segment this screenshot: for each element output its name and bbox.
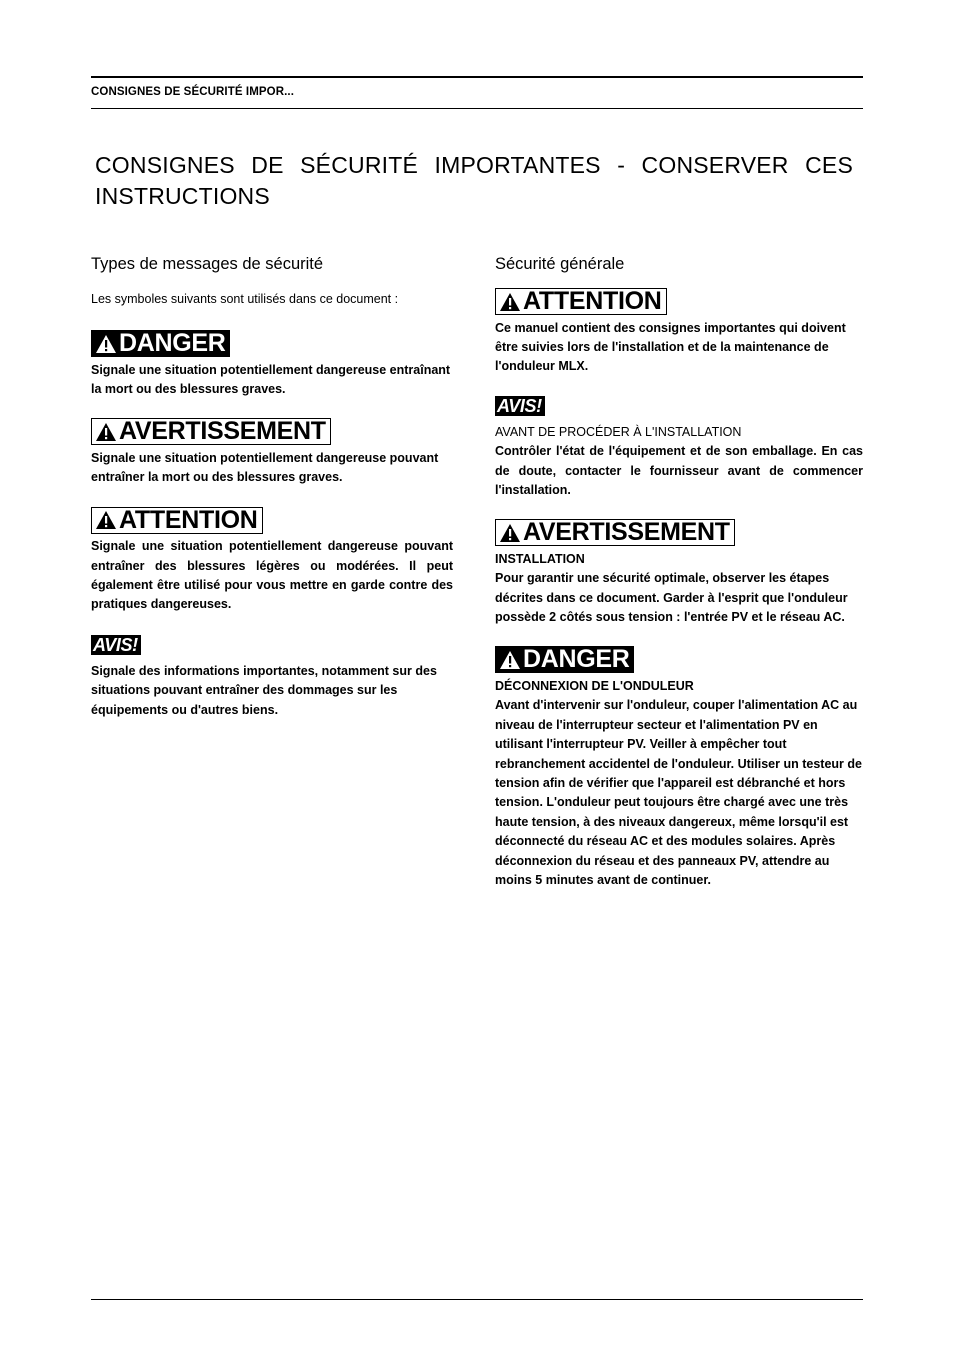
attention-label bbox=[495, 288, 667, 315]
installation-text: Pour garantir une sécurité optimale, observer les étapes décrites dans ce document. Garder à l'esprit que l'onduleur possède 2 côtés sous tension : l'entrée PV et le réseau AC. bbox=[495, 571, 848, 625]
footer-rule bbox=[91, 1299, 863, 1300]
header-rule-top bbox=[91, 76, 863, 78]
avertissement-label-text: AVERTISSEMENT bbox=[119, 417, 326, 446]
general-danger-block bbox=[495, 646, 863, 890]
danger-label bbox=[91, 330, 230, 357]
section-heading-general: Sécurité générale bbox=[495, 255, 625, 273]
warning-triangle-icon bbox=[499, 523, 521, 543]
attention-description: Signale une situation potentiellement dangereuse pouvant entraîner des blessures légères ou modérées. Il peut également être utilisé pour vous mettre en garde contre des pratiques dangereuses. bbox=[91, 539, 453, 612]
attention-label bbox=[91, 507, 263, 534]
attention-label-text: ATTENTION bbox=[523, 287, 662, 315]
attention-label-text: ATTENTION bbox=[119, 505, 258, 534]
intro-text: Les symboles suivants sont utilisés dans ce document : bbox=[91, 292, 399, 306]
warning-triangle-icon bbox=[499, 292, 521, 312]
avertissement-description: Signale une situation potentiellement dangereuse pouvant entraîner la mort ou des blessures graves. bbox=[91, 450, 439, 485]
installation-heading: INSTALLATION bbox=[495, 551, 585, 566]
before-installation-text: Contrôler l'état de l'équipement et de son emballage. En cas de doute, contacter le fournisseur avant de commencer l'installation. bbox=[495, 444, 863, 497]
disconnection-text: Avant d'intervenir sur l'onduleur, couper l'alimentation AC au niveau de l'interrupteur secteur et l'alimentation PV en utilisant l'interrupteur PV. Veiller à empêcher tout rebranchement accidentel de l'onduleur. Utiliser un testeur de tension afin de vérifier que l'appareil est débranché et hors tension. L'onduleur peut toujours être chargé avec une très haute tension, à des niveaux dangereux, même lorsqu'il est déconnecté du réseau AC et des modules solaires. Après déconnexion du réseau et des panneaux PV, attendre au moins 5 minutes avant de continuer. bbox=[495, 698, 862, 888]
before-installation-heading: AVANT DE PROCÉDER À L'INSTALLATION bbox=[495, 424, 742, 439]
attention-block bbox=[91, 507, 453, 615]
danger-block bbox=[91, 330, 453, 399]
general-avis-block bbox=[495, 396, 863, 501]
warning-triangle-icon bbox=[499, 650, 521, 670]
page-title: CONSIGNES DE SÉCURITÉ IMPORTANTES - CONSERVER CES INSTRUCTIONS bbox=[95, 152, 853, 209]
general-attention-block bbox=[495, 288, 863, 377]
danger-label bbox=[495, 646, 634, 673]
danger-description: Signale une situation potentiellement dangereuse entraînant la mort ou des blessures graves. bbox=[91, 362, 451, 396]
left-column bbox=[91, 254, 453, 720]
avertissement-label bbox=[495, 519, 735, 546]
warning-triangle-icon bbox=[95, 510, 117, 530]
danger-label-text: DANGER bbox=[523, 645, 630, 674]
avis-description: Signale des informations importantes, notamment sur des situations pouvant entraîner des dommages sur les équipements ou d'autres biens. bbox=[91, 663, 437, 717]
warning-triangle-icon bbox=[95, 422, 117, 442]
danger-label-text: DANGER bbox=[119, 329, 226, 357]
running-header: CONSIGNES DE SÉCURITÉ IMPOR... bbox=[91, 86, 294, 98]
avis-block bbox=[91, 635, 453, 720]
section-heading-types: Types de messages de sécurité bbox=[91, 255, 324, 273]
disconnection-heading: DÉCONNEXION DE L'ONDULEUR bbox=[495, 678, 694, 693]
general-avertissement-block bbox=[495, 519, 863, 627]
manual-notice-text: Ce manuel contient des consignes importantes qui doivent être suivies lors de l'installation et de la maintenance de l'onduleur MLX. bbox=[495, 320, 846, 374]
avertissement-block bbox=[91, 418, 453, 487]
warning-triangle-icon bbox=[95, 334, 117, 354]
avis-label: AVIS! bbox=[91, 635, 141, 655]
avis-label: AVIS! bbox=[495, 396, 545, 416]
header-rule-bottom bbox=[91, 108, 863, 109]
right-column bbox=[495, 254, 863, 890]
avertissement-label-text: AVERTISSEMENT bbox=[523, 518, 730, 547]
avertissement-label bbox=[91, 418, 331, 445]
